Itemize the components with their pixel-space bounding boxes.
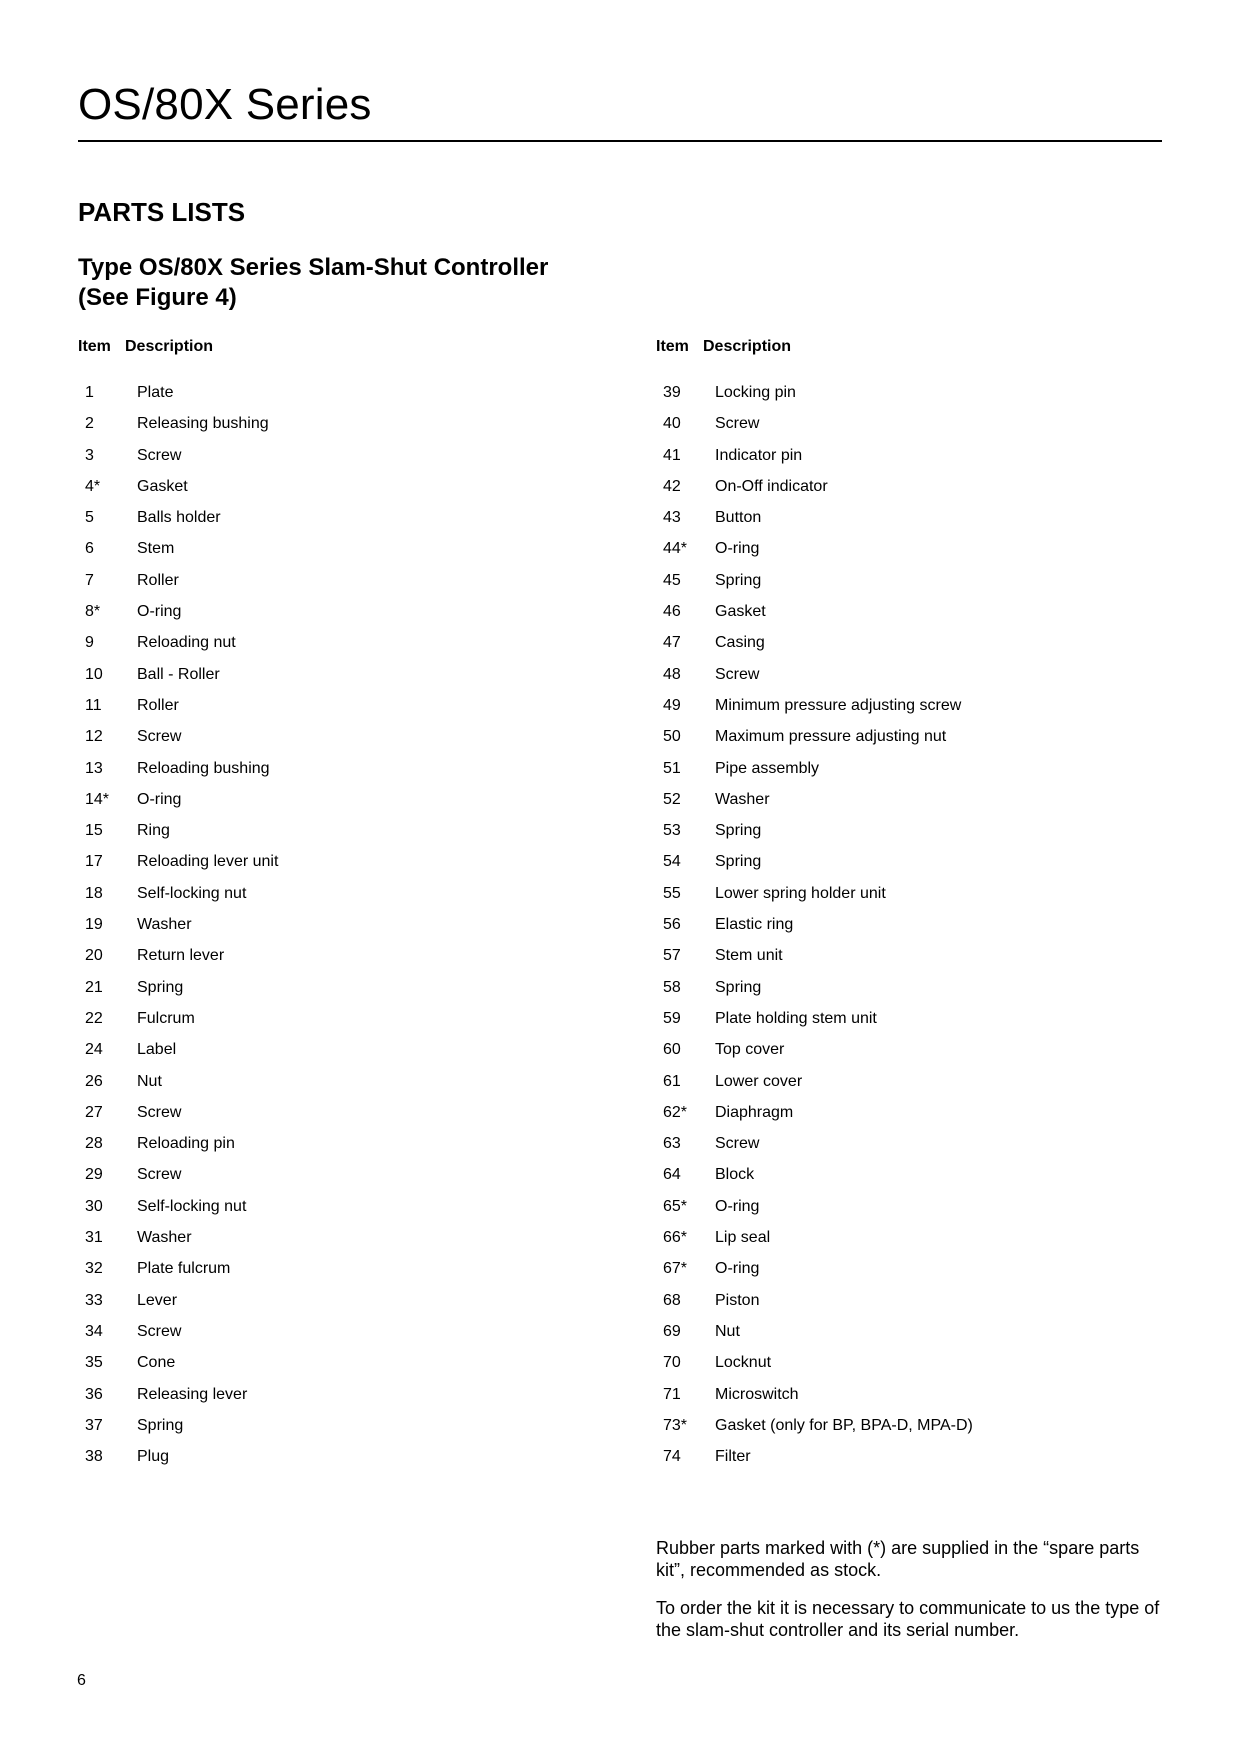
list-item <box>656 885 1176 916</box>
item-number: 51 <box>663 759 681 777</box>
list-item <box>78 1166 598 1197</box>
item-description: O-ring <box>715 540 760 558</box>
list-item <box>656 760 1176 791</box>
item-number: 57 <box>663 947 681 965</box>
list-item <box>656 1260 1176 1291</box>
item-description: Gasket (only for BP, BPA-D, MPA-D) <box>715 1416 973 1434</box>
item-description: Diaphragm <box>715 1103 794 1121</box>
item-description: Spring <box>715 822 762 840</box>
list-item <box>78 384 598 415</box>
item-number: 11 <box>85 696 102 714</box>
item-description: Spring <box>715 978 762 996</box>
item-number: 40 <box>663 415 681 433</box>
item-number: 34 <box>85 1322 103 1340</box>
list-item <box>656 1448 1176 1479</box>
item-description: Minimum pressure adjusting screw <box>715 696 962 714</box>
list-item <box>656 509 1176 540</box>
item-number: 17 <box>85 853 103 871</box>
item-number: 69 <box>663 1322 681 1340</box>
item-description: O-ring <box>137 790 182 808</box>
item-number: 29 <box>85 1166 103 1184</box>
item-column-header: Item <box>656 338 689 355</box>
item-description: Return lever <box>137 947 225 965</box>
item-number: 15 <box>85 822 103 840</box>
item-description: Spring <box>715 571 762 589</box>
list-item <box>656 853 1176 884</box>
item-number: 55 <box>663 884 681 902</box>
item-description: Reloading bushing <box>137 759 270 777</box>
item-description: Screw <box>137 1166 182 1184</box>
list-item <box>656 822 1176 853</box>
list-item <box>656 697 1176 728</box>
item-description: Reloading pin <box>137 1135 235 1153</box>
list-item <box>656 979 1176 1010</box>
list-item <box>78 728 598 759</box>
item-description: Plate <box>137 384 174 401</box>
item-description: Elastic ring <box>715 916 794 934</box>
item-description: O-ring <box>137 603 182 621</box>
list-item <box>78 1260 598 1291</box>
item-description: Locknut <box>715 1354 772 1372</box>
item-description: Plate holding stem unit <box>715 1009 877 1027</box>
item-description: Plate fulcrum <box>137 1260 231 1278</box>
item-description: Label <box>137 1041 177 1059</box>
item-number: 50 <box>663 728 681 746</box>
section-heading: PARTS LISTS <box>78 197 246 227</box>
item-number: 18 <box>85 884 103 902</box>
parts-list-left <box>78 338 598 1466</box>
item-number: 1 <box>85 384 94 401</box>
item-number: 47 <box>663 634 681 652</box>
list-item <box>78 1198 598 1229</box>
item-description: Casing <box>715 634 765 652</box>
item-description: Reloading nut <box>137 634 236 652</box>
list-item <box>656 1323 1176 1354</box>
item-description: Pipe assembly <box>715 759 820 777</box>
item-number: 26 <box>85 1072 103 1090</box>
item-number: 44* <box>663 540 688 558</box>
list-item <box>656 384 1176 415</box>
item-number: 9 <box>85 634 94 652</box>
item-number: 27 <box>85 1103 103 1121</box>
list-item <box>78 916 598 947</box>
list-item <box>656 540 1176 571</box>
subheading-line-2: (See Figure 4) <box>78 284 237 311</box>
list-item <box>78 540 598 571</box>
item-number: 73* <box>663 1416 688 1434</box>
item-description: O-ring <box>715 1197 760 1215</box>
list-item <box>656 634 1176 665</box>
list-item <box>78 447 598 478</box>
list-item <box>656 1104 1176 1135</box>
item-number: 6 <box>85 540 94 558</box>
item-number: 70 <box>663 1354 681 1372</box>
item-number: 62* <box>663 1103 688 1121</box>
item-description: Screw <box>137 728 182 746</box>
item-description: Self-locking nut <box>137 884 247 902</box>
item-description: Top cover <box>715 1041 785 1059</box>
list-item <box>78 791 598 822</box>
item-number: 13 <box>85 759 103 777</box>
item-number: 19 <box>85 916 103 934</box>
item-description: Spring <box>137 978 184 996</box>
item-number: 31 <box>85 1229 103 1247</box>
item-description: Block <box>715 1166 755 1184</box>
item-number: 56 <box>663 916 681 934</box>
parts-list-right <box>656 338 1176 1466</box>
item-number: 12 <box>85 728 103 746</box>
list-item <box>656 447 1176 478</box>
list-item <box>656 1292 1176 1323</box>
list-item <box>656 1198 1176 1229</box>
item-description: Roller <box>137 571 179 589</box>
item-description: Screw <box>715 415 760 433</box>
item-number: 65* <box>663 1197 688 1215</box>
item-description: Screw <box>715 1135 760 1153</box>
item-description: Lever <box>137 1291 178 1309</box>
item-description: Washer <box>137 1229 192 1247</box>
item-number: 52 <box>663 790 681 808</box>
item-number: 46 <box>663 603 681 621</box>
item-description: Releasing lever <box>137 1385 248 1403</box>
item-description: Screw <box>137 1103 182 1121</box>
page-number: 6 <box>77 1672 86 1689</box>
list-item <box>656 1010 1176 1041</box>
parts-list-header <box>78 338 598 360</box>
item-number: 74 <box>663 1448 681 1466</box>
item-description: Roller <box>137 696 179 714</box>
item-number: 45 <box>663 571 681 589</box>
item-description: O-ring <box>715 1260 760 1278</box>
item-number: 58 <box>663 978 681 996</box>
item-description: Screw <box>137 446 182 464</box>
list-item <box>78 947 598 978</box>
list-item <box>656 728 1176 759</box>
item-description: Screw <box>715 665 760 683</box>
list-item <box>656 1166 1176 1197</box>
list-item <box>656 572 1176 603</box>
list-item <box>78 1386 598 1417</box>
item-description: Piston <box>715 1291 760 1309</box>
item-number: 48 <box>663 665 681 683</box>
description-column-header: Description <box>703 338 792 355</box>
item-description: Washer <box>715 790 770 808</box>
item-description: Spring <box>137 1416 184 1434</box>
list-item <box>656 1417 1176 1448</box>
list-item <box>78 572 598 603</box>
item-description: Ball - Roller <box>137 665 220 683</box>
item-number: 21 <box>85 978 103 996</box>
item-description: Washer <box>137 916 192 934</box>
item-description: Spring <box>715 853 762 871</box>
item-description: Stem <box>137 540 175 558</box>
description-column-header: Description <box>125 338 214 355</box>
item-number: 3 <box>85 446 94 464</box>
list-item <box>656 1073 1176 1104</box>
item-number: 71 <box>663 1385 681 1403</box>
item-number: 61 <box>663 1072 681 1090</box>
list-item <box>656 791 1176 822</box>
parts-rows-right <box>656 384 1176 1479</box>
list-item <box>78 1323 598 1354</box>
list-item <box>656 1386 1176 1417</box>
list-item <box>78 1135 598 1166</box>
item-description: Ring <box>137 822 170 840</box>
item-description: Gasket <box>137 477 188 495</box>
list-item <box>78 697 598 728</box>
list-item <box>78 1104 598 1135</box>
list-item <box>78 478 598 509</box>
list-item <box>78 822 598 853</box>
item-number: 37 <box>85 1416 103 1434</box>
item-description: Releasing bushing <box>137 415 269 433</box>
list-item <box>78 603 598 634</box>
list-item <box>656 666 1176 697</box>
item-description: Gasket <box>715 603 766 621</box>
item-column-header: Item <box>78 338 111 355</box>
item-number: 20 <box>85 947 103 965</box>
item-description: Nut <box>137 1072 162 1090</box>
list-item <box>78 1229 598 1260</box>
item-number: 36 <box>85 1385 103 1403</box>
item-description: On-Off indicator <box>715 477 828 495</box>
parts-list-header <box>656 338 1176 360</box>
item-description: Cone <box>137 1354 176 1372</box>
item-description: Plug <box>137 1448 170 1466</box>
item-description: Balls holder <box>137 509 221 527</box>
item-number: 41 <box>663 446 681 464</box>
item-number: 49 <box>663 696 681 714</box>
item-description: Self-locking nut <box>137 1197 247 1215</box>
item-number: 35 <box>85 1354 103 1372</box>
list-item <box>656 415 1176 446</box>
item-number: 68 <box>663 1291 681 1309</box>
item-number: 7 <box>85 571 94 589</box>
item-number: 38 <box>85 1448 103 1466</box>
item-description: Stem unit <box>715 947 783 965</box>
item-number: 53 <box>663 822 681 840</box>
item-number: 32 <box>85 1260 103 1278</box>
item-description: Reloading lever unit <box>137 853 279 871</box>
item-number: 63 <box>663 1135 681 1153</box>
item-description: Lip seal <box>715 1229 771 1247</box>
item-number: 59 <box>663 1009 681 1027</box>
item-description: Locking pin <box>715 384 796 401</box>
list-item <box>78 760 598 791</box>
item-number: 42 <box>663 477 681 495</box>
item-number: 5 <box>85 509 94 527</box>
item-description: Indicator pin <box>715 446 803 464</box>
item-number: 8* <box>85 603 101 621</box>
list-item <box>656 1135 1176 1166</box>
item-number: 24 <box>85 1041 103 1059</box>
parts-rows-left <box>78 384 598 1479</box>
item-number: 14* <box>85 790 110 808</box>
item-description: Lower spring holder unit <box>715 884 886 902</box>
item-description: Filter <box>715 1448 751 1466</box>
item-number: 60 <box>663 1041 681 1059</box>
list-item <box>656 947 1176 978</box>
list-item <box>78 1417 598 1448</box>
list-item <box>656 1354 1176 1385</box>
spare-parts-note: Rubber parts marked with (*) are supplied in the “spare parts kit”, recommended as stock. <box>656 1538 1140 1580</box>
item-description: Microswitch <box>715 1385 799 1403</box>
item-number: 66* <box>663 1229 688 1247</box>
item-description: Button <box>715 509 762 527</box>
list-item <box>78 1010 598 1041</box>
page-title: OS/80X Series <box>78 80 372 129</box>
list-item <box>78 853 598 884</box>
item-description: Fulcrum <box>137 1009 195 1027</box>
item-number: 22 <box>85 1009 103 1027</box>
item-number: 67* <box>663 1260 688 1278</box>
ordering-note: To order the kit it is necessary to communicate to us the type of the slam-shut controller and its serial number. <box>656 1598 1160 1640</box>
list-item <box>78 1292 598 1323</box>
item-description: Lower cover <box>715 1072 803 1090</box>
item-number: 43 <box>663 509 681 527</box>
item-number: 33 <box>85 1291 103 1309</box>
list-item <box>656 478 1176 509</box>
list-item <box>656 603 1176 634</box>
list-item <box>78 1354 598 1385</box>
list-item <box>78 1073 598 1104</box>
item-number: 64 <box>663 1166 681 1184</box>
item-number: 30 <box>85 1197 103 1215</box>
list-item <box>78 509 598 540</box>
item-number: 10 <box>85 665 103 683</box>
item-description: Nut <box>715 1322 740 1340</box>
list-item <box>78 885 598 916</box>
item-number: 4* <box>85 477 101 495</box>
list-item <box>656 1041 1176 1072</box>
title-divider <box>78 140 1162 142</box>
item-description: Maximum pressure adjusting nut <box>715 728 947 746</box>
section-subheading <box>78 253 548 313</box>
item-number: 2 <box>85 415 94 433</box>
item-number: 39 <box>663 384 681 401</box>
list-item <box>78 666 598 697</box>
item-description: Screw <box>137 1322 182 1340</box>
list-item <box>78 1041 598 1072</box>
list-item <box>78 415 598 446</box>
list-item <box>78 979 598 1010</box>
list-item <box>656 916 1176 947</box>
item-number: 54 <box>663 853 681 871</box>
subheading-line-1: Type OS/80X Series Slam-Shut Controller <box>78 254 549 281</box>
list-item <box>78 634 598 665</box>
list-item <box>78 1448 598 1479</box>
item-number: 28 <box>85 1135 103 1153</box>
list-item <box>656 1229 1176 1260</box>
